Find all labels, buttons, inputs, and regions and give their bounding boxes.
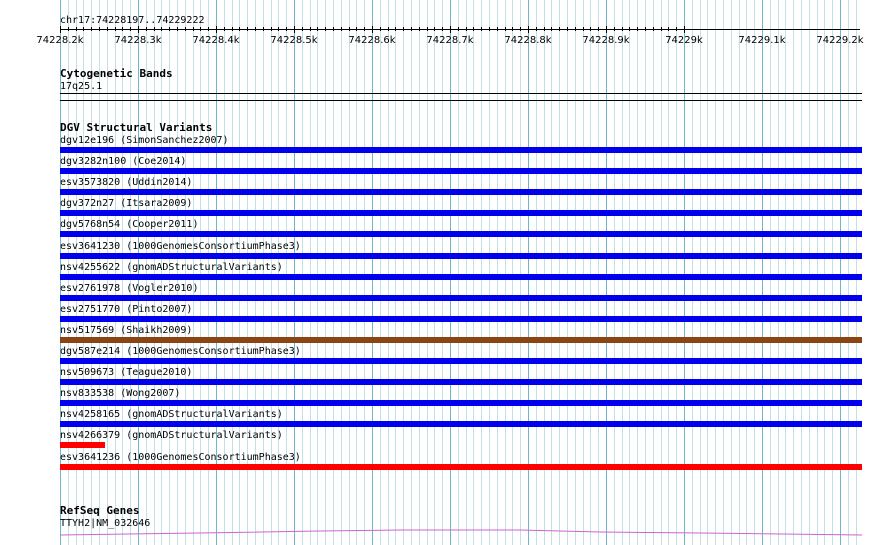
ruler-minor-tick xyxy=(107,27,108,31)
dgv-variant-bar[interactable] xyxy=(60,464,862,470)
ruler-minor-tick xyxy=(325,27,326,31)
ruler-minor-tick xyxy=(466,27,467,31)
dgv-variant-bar[interactable] xyxy=(60,210,862,216)
ruler-tick-label: 74228.7k xyxy=(426,35,474,46)
ruler-minor-tick xyxy=(310,27,311,31)
ruler-minor-tick xyxy=(317,27,318,31)
ruler-minor-tick xyxy=(598,27,599,31)
ruler-tick-label: 74228.8k xyxy=(504,35,552,46)
ruler-minor-tick xyxy=(122,27,123,31)
ruler-minor-tick xyxy=(224,27,225,31)
refseq-gene-line[interactable] xyxy=(60,530,862,535)
ruler-minor-tick xyxy=(536,27,537,31)
ruler-minor-tick xyxy=(200,27,201,31)
ruler-minor-tick xyxy=(154,27,155,31)
refseq-gene-label[interactable]: TTYH2|NM_032646 xyxy=(60,518,151,529)
ruler-minor-tick xyxy=(551,27,552,31)
ruler-minor-tick xyxy=(255,27,256,31)
dgv-variant-bar[interactable] xyxy=(60,231,862,237)
dgv-variant-label[interactable]: nsv509673 (Teague2010) xyxy=(60,367,193,379)
ruler-minor-tick xyxy=(419,27,420,31)
ruler-minor-tick xyxy=(473,27,474,31)
ruler-minor-tick xyxy=(247,27,248,31)
ruler-minor-tick xyxy=(442,27,443,31)
dgv-variant-label[interactable]: esv3641230 (1000GenomesConsortiumPhase3) xyxy=(60,240,301,252)
dgv-variant-bar[interactable] xyxy=(60,189,862,195)
ruler-minor-tick xyxy=(333,27,334,31)
dgv-variant-label[interactable]: nsv517569 (Shaikh2009) xyxy=(60,324,193,336)
ruler-minor-tick xyxy=(380,27,381,31)
dgv-variant-label[interactable]: esv2761978 (Vogler2010) xyxy=(60,282,199,294)
ruler-minor-tick xyxy=(356,27,357,31)
ruler-major-tick xyxy=(138,26,139,33)
dgv-track-title: DGV Structural Variants xyxy=(60,121,213,134)
ruler-minor-tick xyxy=(232,27,233,31)
ruler-major-tick xyxy=(450,26,451,33)
dgv-variant-bar[interactable] xyxy=(60,337,862,343)
ruler-minor-tick xyxy=(668,27,669,31)
ruler-minor-tick xyxy=(622,27,623,31)
ruler-major-tick xyxy=(684,26,685,33)
ruler-minor-tick xyxy=(146,27,147,31)
ruler-minor-tick xyxy=(349,27,350,31)
cytoband-band-label[interactable]: 17q25.1 xyxy=(60,81,103,92)
ruler-minor-tick xyxy=(185,27,186,31)
cytoband-bar-bottom xyxy=(60,100,862,101)
dgv-variant-label[interactable]: esv3641236 (1000GenomesConsortiumPhase3) xyxy=(60,451,301,463)
ruler-minor-tick xyxy=(434,27,435,31)
ruler-major-tick xyxy=(216,26,217,33)
dgv-variant-bar[interactable] xyxy=(60,442,105,448)
dgv-variant-label[interactable]: esv2751770 (Pinto2007) xyxy=(60,303,193,315)
ruler-minor-tick xyxy=(427,27,428,31)
ruler-minor-tick xyxy=(239,27,240,31)
dgv-variant-label[interactable]: dgv372n27 (Itsara2009) xyxy=(60,198,193,210)
ruler-major-tick xyxy=(372,26,373,33)
ruler-tick-label: 74229k xyxy=(665,35,703,46)
ruler-minor-tick xyxy=(388,27,389,31)
dgv-variant-label[interactable]: esv3573820 (Uddin2014) xyxy=(60,177,193,189)
location-label: chr17:74228197..74229222 xyxy=(60,15,205,26)
dgv-variant-bar[interactable] xyxy=(60,168,862,174)
ruler-minor-tick xyxy=(130,27,131,31)
ruler-minor-tick xyxy=(341,27,342,31)
ruler-minor-tick xyxy=(559,27,560,31)
dgv-variant-label[interactable]: nsv4266379 (gnomADStructuralVariants) xyxy=(60,430,283,442)
ruler-tick-label: 74228.6k xyxy=(348,35,396,46)
dgv-variant-bar[interactable] xyxy=(60,379,862,385)
dgv-variant-bar[interactable] xyxy=(60,274,862,280)
dgv-variant-bar[interactable] xyxy=(60,147,862,153)
ruler-minor-tick xyxy=(544,27,545,31)
ruler-minor-tick xyxy=(271,27,272,31)
ruler-minor-tick xyxy=(83,27,84,31)
ruler-minor-tick xyxy=(263,27,264,31)
ruler-minor-tick xyxy=(364,27,365,31)
ruler-minor-tick xyxy=(676,27,677,31)
ruler-minor-tick xyxy=(629,27,630,31)
ruler-minor-tick xyxy=(169,27,170,31)
cytoband-track-title: Cytogenetic Bands xyxy=(60,67,173,80)
refseq-gene-model[interactable] xyxy=(0,525,890,545)
ruler-minor-tick xyxy=(286,27,287,31)
ruler-minor-tick xyxy=(489,27,490,31)
dgv-variant-label[interactable]: dgv12e196 (SimonSanchez2007) xyxy=(60,135,229,146)
ruler-minor-tick xyxy=(458,27,459,31)
dgv-variant-label[interactable]: dgv3282n100 (Coe2014) xyxy=(60,156,187,168)
ruler-major-tick xyxy=(606,26,607,33)
ruler-minor-tick xyxy=(505,27,506,31)
ruler-minor-tick xyxy=(68,27,69,31)
ruler-minor-tick xyxy=(99,27,100,31)
ruler-minor-tick xyxy=(76,27,77,31)
ruler-minor-tick xyxy=(497,27,498,31)
dgv-variant-label[interactable]: nsv833538 (Wong2007) xyxy=(60,388,181,400)
ruler-minor-tick xyxy=(403,27,404,31)
ruler-minor-tick xyxy=(575,27,576,31)
ruler-minor-tick xyxy=(91,27,92,31)
dgv-variant-label[interactable]: dgv587e214 (1000GenomesConsortiumPhase3) xyxy=(60,346,301,357)
ruler-minor-tick xyxy=(193,27,194,31)
ruler-minor-tick xyxy=(590,27,591,31)
ruler-minor-tick xyxy=(653,27,654,31)
dgv-variant-bar[interactable] xyxy=(60,358,862,364)
ruler-minor-tick xyxy=(411,27,412,31)
ruler-tick-label: 74228.2k xyxy=(36,35,84,46)
dgv-variant-bar[interactable] xyxy=(60,400,862,406)
ruler-axis xyxy=(60,29,860,30)
ruler-minor-tick xyxy=(567,27,568,31)
ruler-major-tick xyxy=(294,26,295,33)
dgv-variant-bar[interactable] xyxy=(60,421,862,427)
ruler-minor-tick xyxy=(177,27,178,31)
ruler-tick-label: 74229.1k xyxy=(738,35,786,46)
ruler-minor-tick xyxy=(481,27,482,31)
ruler-minor-tick xyxy=(637,27,638,31)
dgv-variant-bar[interactable] xyxy=(60,253,862,259)
ruler-tick-label: 74228.3k xyxy=(114,35,162,46)
ruler-minor-tick xyxy=(161,27,162,31)
ruler-tick-label: 74228.9k xyxy=(582,35,630,46)
ruler-minor-tick xyxy=(395,27,396,31)
ruler-minor-tick xyxy=(520,27,521,31)
ruler-major-tick xyxy=(528,26,529,33)
ruler-minor-tick xyxy=(208,27,209,31)
ruler-minor-tick xyxy=(583,27,584,31)
ruler-minor-tick xyxy=(512,27,513,31)
ruler-tick-label: 74229.2k xyxy=(816,35,864,46)
ruler-minor-tick xyxy=(614,27,615,31)
dgv-variant-bar[interactable] xyxy=(60,295,862,301)
dgv-variant-bar[interactable] xyxy=(60,316,862,322)
dgv-variant-label[interactable]: nsv4255622 (gnomADStructuralVariants) xyxy=(60,261,283,273)
ruler-minor-tick xyxy=(115,27,116,31)
ruler-tick-label: 74228.4k xyxy=(192,35,240,46)
dgv-variant-label[interactable]: dgv5768n54 (Cooper2011) xyxy=(60,219,199,231)
cytoband-bar-top xyxy=(60,93,862,94)
ruler-major-tick xyxy=(60,26,61,33)
dgv-variant-label[interactable]: nsv4258165 (gnomADStructuralVariants) xyxy=(60,409,283,421)
refseq-track-title: RefSeq Genes xyxy=(60,504,140,517)
ruler-minor-tick xyxy=(278,27,279,31)
ruler-minor-tick xyxy=(661,27,662,31)
ruler-minor-tick xyxy=(302,27,303,31)
ruler-tick-label: 74228.5k xyxy=(270,35,318,46)
ruler-minor-tick xyxy=(645,27,646,31)
